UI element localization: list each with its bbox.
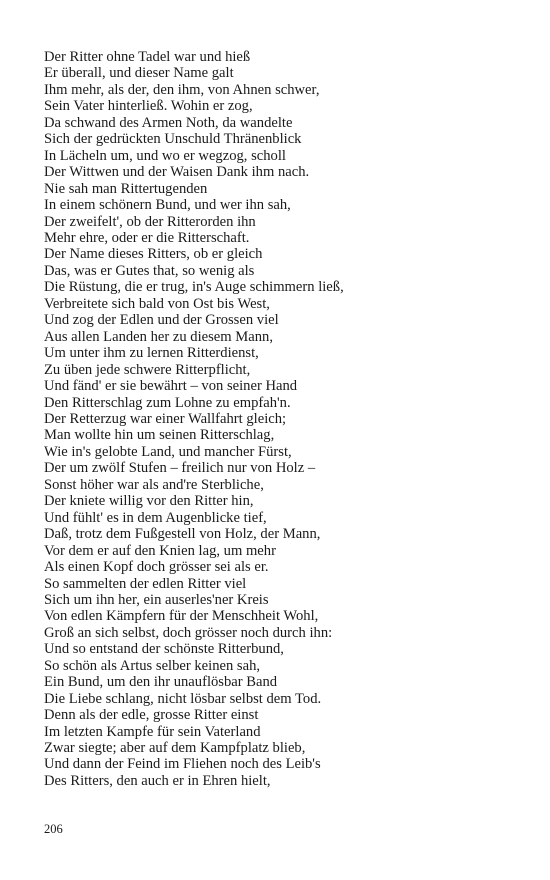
poem-line: Den Ritterschlag zum Lohne zu empfah'n.: [44, 394, 291, 411]
poem-line: Und zog der Edlen und der Grossen viel: [44, 312, 279, 329]
poem-line: So sammelten der edlen Ritter viel: [44, 575, 247, 592]
poem-line: Die Rüstung, die er trug, in's Auge schimmern ließ,: [44, 279, 344, 296]
poem-line: Die Liebe schlang, nicht lösbar selbst dem Tod.: [44, 690, 322, 707]
poem-line: Der zweifelt', ob der Ritterorden ihn: [44, 213, 256, 230]
poem-line: Der Ritter ohne Tadel war und hieß: [44, 49, 251, 65]
poem-line: Aus allen Landen her zu diesem Mann,: [44, 328, 273, 345]
poem-line: Im letzten Kampfe für sein Vaterland: [44, 723, 261, 740]
poem-line: Sich der gedrückten Unschuld Thränenblick: [44, 131, 302, 148]
poem-line: Um unter ihm zu lernen Ritterdienst,: [44, 345, 259, 362]
poem-line: Der kniete willig vor den Ritter hin,: [44, 493, 254, 510]
poem-line: Vor dem er auf den Knien lag, um mehr: [44, 542, 276, 559]
poem-line: Und fänd' er sie bewährt – von seiner Hand: [44, 378, 298, 395]
poem-line: Verbreitete sich bald von Ost bis West,: [44, 295, 270, 312]
poem-line: Der Wittwen und der Waisen Dank ihm nach.: [44, 164, 310, 181]
poem-line: Da schwand des Armen Noth, da wandelte: [44, 114, 293, 131]
poem-line: Daß, trotz dem Fußgestell von Holz, der Mann,: [44, 526, 321, 543]
poem-line: Der Retterzug war einer Wallfahrt gleich;: [44, 410, 287, 427]
poem-line: Sonst höher war als and're Sterbliche,: [44, 476, 264, 493]
poem-line: Das, was er Gutes that, so wenig als: [44, 262, 255, 279]
poem-line: Von edlen Kämpfern für der Menschheit Wohl,: [44, 608, 319, 625]
poem-line: Als einen Kopf doch grösser sei als er.: [44, 559, 269, 576]
poem-line: Wie in's gelobte Land, und mancher Fürst,: [44, 443, 292, 460]
poem-line: In einem schönern Bund, und wer ihn sah,: [44, 197, 291, 214]
poem-line: Sein Vater hinterließ. Wohin er zog,: [44, 98, 253, 115]
poem-line: Zwar siegte; aber auf dem Kampfplatz blieb,: [44, 740, 306, 757]
poem-line: Sich um ihn her, ein auserles'ner Kreis: [44, 591, 269, 608]
poem-line: Groß an sich selbst, doch grösser noch durch ihn:: [44, 624, 333, 641]
poem-line: Zu üben jede schwere Ritterpflicht,: [44, 361, 251, 378]
poem-line: Denn als der edle, grosse Ritter einst: [44, 707, 259, 724]
poem-line: Und dann der Feind im Fliehen noch des Leib's: [44, 756, 321, 773]
poem-line: Man wollte hin um seinen Ritterschlag,: [44, 427, 275, 444]
poem-line: Ein Bund, um den ihr unauflösbar Band: [44, 674, 278, 691]
poem-line: Und fühlt' es in dem Augenblicke tief,: [44, 509, 267, 526]
poem-line: In Lächeln um, und wo er wegzog, scholl: [44, 147, 286, 164]
poem-line: Er überall, und dieser Name galt: [44, 65, 234, 82]
poem-line: Der Name dieses Ritters, ob er gleich: [44, 246, 263, 263]
poem-line: So schön als Artus selber keinen sah,: [44, 657, 261, 674]
poem-line: Ihm mehr, als der, den ihm, von Ahnen schwer,: [44, 81, 320, 98]
poem-line: Der um zwölf Stufen – freilich nur von Holz –: [44, 460, 316, 477]
page-number: 206: [44, 822, 63, 836]
poem-text-block: [44, 49, 534, 789]
poem-line: Und so entstand der schönste Ritterbund,: [44, 641, 284, 658]
poem-line: Nie sah man Rittertugenden: [44, 180, 208, 197]
poem-line: Des Ritters, den auch er in Ehren hielt,: [44, 772, 271, 789]
poem-line: Mehr ehre, oder er die Ritterschaft.: [44, 229, 250, 246]
